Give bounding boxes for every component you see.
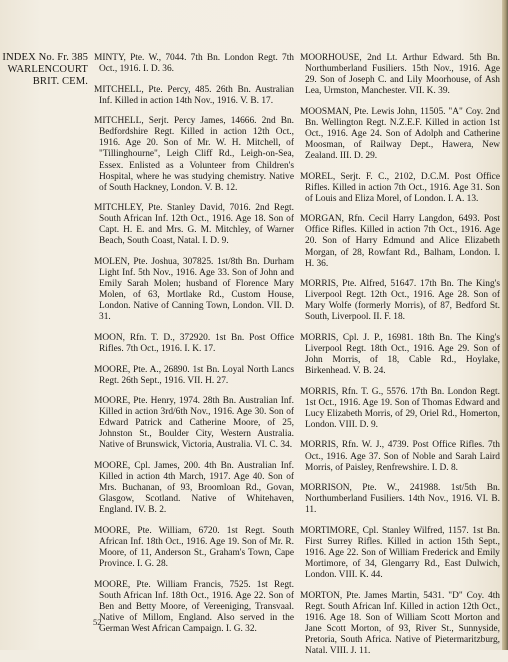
register-entry: MORGAN, Rfn. Cecil Harry Langdon, 6493. Post Office Rifles. Killed in action 7th Oct., 1916. Age 20. Son of Harry Edmund and Alice Elizabeth Morgan, of 28, Rowfant Rd., Balham, London. I. H. 36. — [300, 214, 500, 269]
register-entry: MORTON, Pte. James Martin, 5431. "D" Coy. 4th Regt. South African Inf. Killed in action 12th Oct., 1916. Age 18. Son of William Scott Morton and Jane Scott Morton, of 93, River St., Sunnyside, Pretoria, South Africa. Native of Pietermaritzburg, Natal. VIII. J. 11. — [300, 590, 500, 657]
register-entry: MORRIS, Rfn. W. J., 4739. Post Office Rifles. 7th Oct., 1916. Age 37. Son of Noble and Sarah Laird Morris, of Paisley, Renfrewshire. I. D. 8. — [300, 440, 500, 473]
left-column — [94, 53, 294, 639]
cemetery-name: WARLENCOURT — [7, 64, 88, 75]
page-number: 52 — [93, 617, 102, 627]
page-edge — [502, 0, 508, 650]
cemetery-index-label — [2, 52, 88, 88]
cemetery-type: BRIT. CEM. — [32, 76, 88, 87]
register-entry: MORTIMORE, Cpl. Stanley Wilfred, 1157. 1st Bn. First Surrey Rifles. Killed in action 15th Sept., 1916. Age 22. Son of William Frederick and Emily Mortimore, of 34, Glengarry Rd., East Dulwich, London. VIII. K. 44. — [300, 525, 500, 581]
register-entry: MOORE, Pte. William Francis, 7525. 1st Regt. South African Inf. 18th Oct., 1916. Age 22. Son of Ben and Betty Moore, of Vereeniging, Transvaal. Native of Millom, England. Also served in the German West African Campaign. I. G. 32. — [94, 579, 294, 634]
register-entry: MOON, Rfn. T. D., 372920. 1st Bn. Post Office Rifles. 7th Oct., 1916. I. K. 17. — [94, 332, 294, 355]
right-column — [300, 53, 500, 662]
register-entry: MOOSMAN, Pte. Lewis John, 11505. "A" Coy. 2nd Bn. Wellington Regt. N.Z.E.F. Killed in action 1st Oct., 1916. Age 24. Son of Adolph and Catherine Moosman, of Railway Dept., Hawera, New Zealand. III. D. 29. — [300, 106, 500, 162]
register-entry: MOORE, Pte. Henry, 1974. 28th Bn. Australian Inf. Killed in action 3rd/6th Nov., 1916. Age 30. Son of Edward Patrick and Catherine Moore, of 25, Johnston St., Boulder City, Western Australia. Native of Brunswick, Victoria, Australia. VI. C. 34. — [94, 396, 294, 451]
register-entry: MOORE, Cpl. James, 200. 4th Bn. Australian Inf. Killed in action 4th March, 1917. Age 40. Son of Mrs. Buchanan, of 93, Broomloan Rd., Govan, Glasgow, Scotland. Native of Whitehaven, England. IV. B. 2. — [94, 460, 294, 516]
register-entry: MOLEN, Pte. Joshua, 307825. 1st/8th Bn. Durham Light Inf. 5th Nov., 1916. Age 33. Son of John and Emily Sarah Molen; husband of Florence Mary Molen, of 63, Mortlake Rd., Custom House, London. Native of Canning Town, London. VII. D. 31. — [94, 256, 294, 323]
register-entry: MITCHELL, Pte. Percy, 485. 26th Bn. Australian Inf. Killed in action 14th Nov., 1916. V. B. 17. — [94, 84, 294, 106]
register-entry: MOREL, Serjt. F. C., 2102, D.C.M. Post Office Rifles. Killed in action 7th Oct., 1916. Age 31. Son of Louis and Eliza Morel, of London. I. A. 13. — [300, 171, 500, 204]
register-entry: MOORHOUSE, 2nd Lt. Arthur Edward. 5th Bn. Northumberland Fusiliers. 15th Nov., 1916. Age 29. Son of Joseph C. and Lily Moorhouse, of Ash Lea, Urmston, Manchester. VII. K. 39. — [300, 53, 500, 97]
index-number: INDEX No. Fr. 385 — [2, 52, 88, 63]
register-entry: MITCHLEY, Pte. Stanley David, 7016. 2nd Regt. South African Inf. 12th Oct., 1916. Age 18. Son of Capt. H. E. and Mrs. G. M. Mitchley, of Warner Beach, South Coast, Natal. I. D. 9. — [94, 203, 294, 247]
register-entry: MORRISON, Pte. W., 241988. 1st/5th Bn. Northumberland Fusiliers. 14th Nov., 1916. VI. B. 11. — [300, 483, 500, 516]
register-entry: MINTY, Pte. W., 7044. 7th Bn. London Regt. 7th Oct., 1916. I. D. 36. — [94, 53, 294, 75]
register-entry: MITCHELL, Serjt. Percy James, 14666. 2nd Bn. Bedfordshire Regt. Killed in action 12th Oct., 1916. Age 20. Son of Mr. W. H. Mitchell, of "Tillinghourne", Leigh Cliff Rd., Leigh-on-Sea, Essex. Enlisted as a Volunteer from Children's Hospital, where he was studying chemistry. Native of South Hackney, London. V. B. 12. — [94, 116, 294, 193]
register-entry: MORRIS, Pte. Alfred, 51647. 17th Bn. The King's Liverpool Regt. 12th Oct., 1916. Age 28. Son of Mary Wolfe (formerly Morris), of 87, Bedford St. South, Liverpool. II. F. 18. — [300, 279, 500, 323]
register-entry: MOORE, Pte. A., 26890. 1st Bn. Loyal North Lancs Regt. 26th Sept., 1916. VII. H. 27. — [94, 364, 294, 386]
register-entry: MOORE, Pte. William, 6720. 1st Regt. South African Inf. 18th Oct., 1916. Age 19. Son of Mr. R. Moore, of 11, Anderson St., Graham's Town, Cape Province. I. G. 28. — [94, 525, 294, 570]
register-entry: MORRIS, Cpl. J. P., 16981. 18th Bn. The King's Liverpool Regt. 18th Oct., 1916. Age 29. Son of John Morris, of 18, Cable Rd., Hoylake, Birkenhead. V. B. 24. — [300, 332, 500, 377]
register-entry: MORRIS, Rfn. T. G., 5576. 17th Bn. London Regt. 1st Oct., 1916. Age 19. Son of Thomas Edward and Lucy Elizabeth Morris, of 29, Oriel Rd., Homerton, London. VIII. D. 9. — [300, 386, 500, 430]
